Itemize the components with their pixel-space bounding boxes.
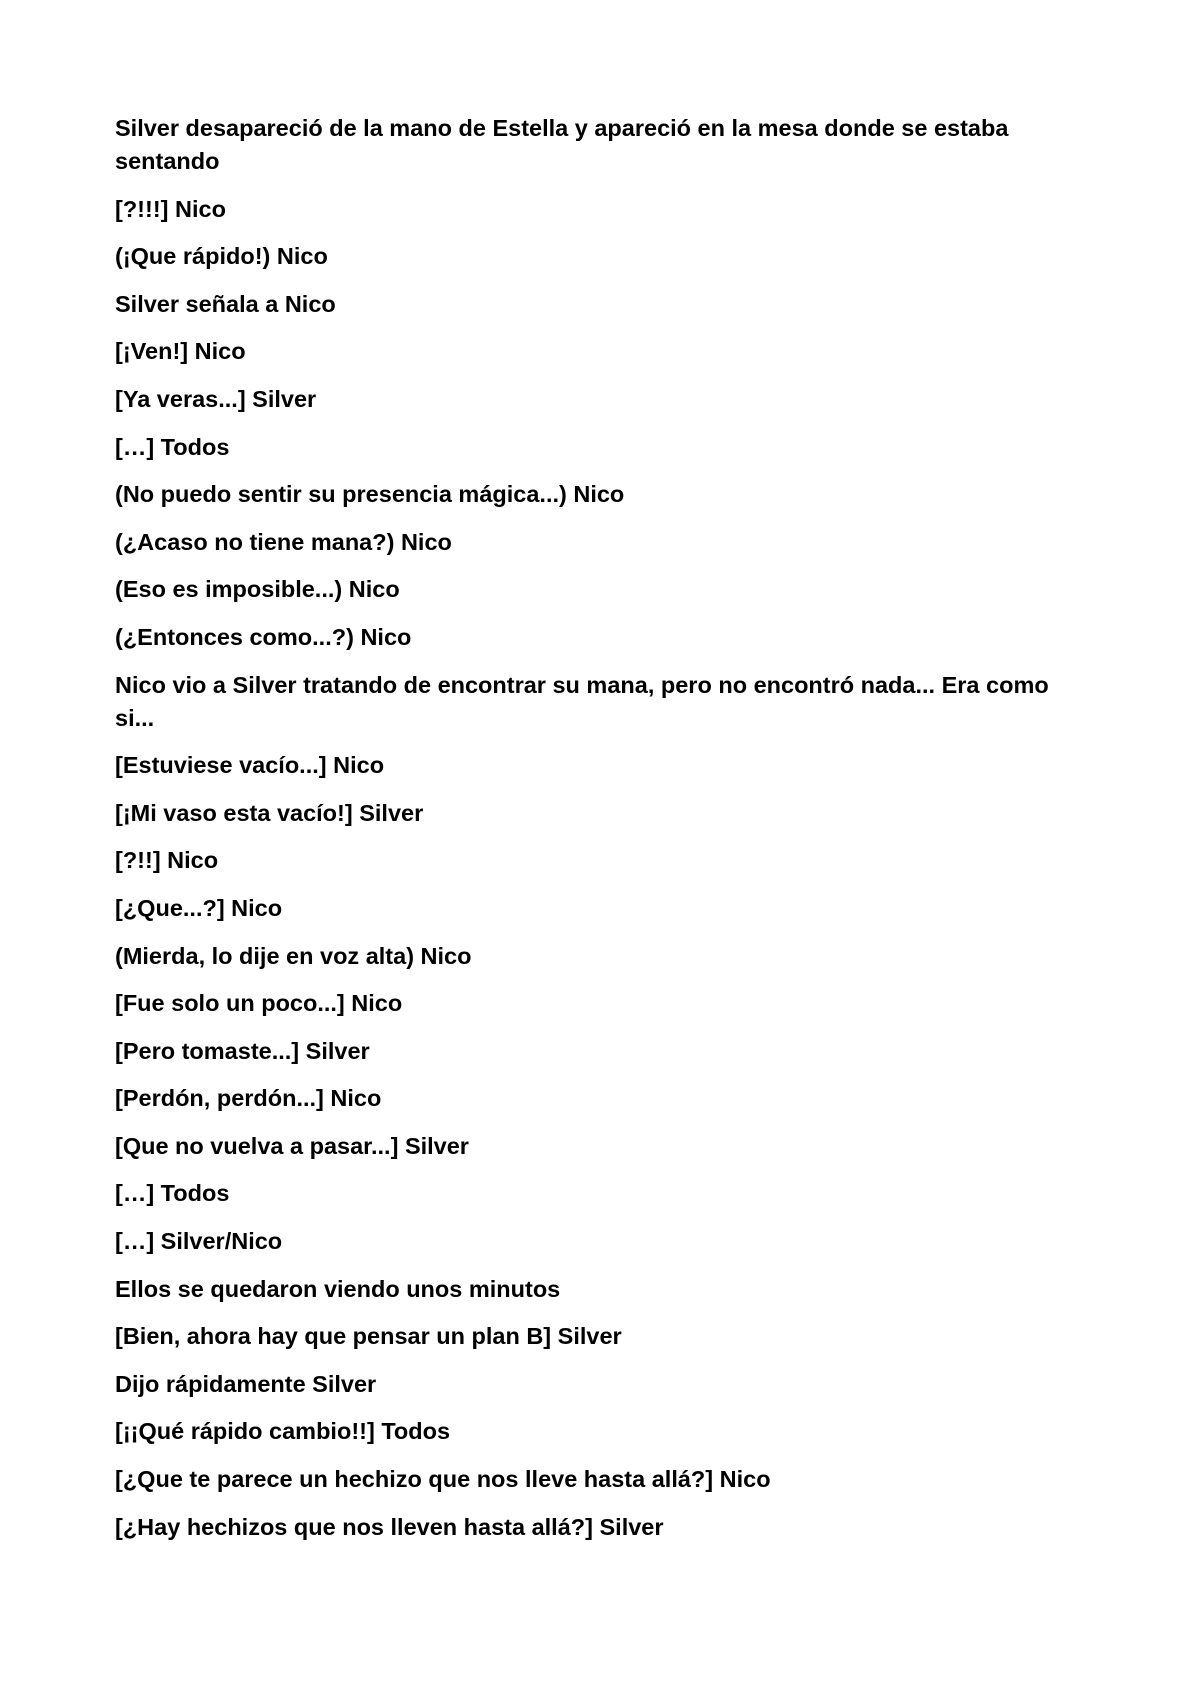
paragraph: (¿Acaso no tiene mana?) Nico [115,528,452,555]
paragraph: [?!!] Nico [115,847,219,874]
document-body [115,112,1080,1558]
paragraph: (Mierda, lo dije en voz alta) Nico [115,942,472,969]
paragraph: […] Todos [115,1180,230,1207]
paragraph: [Perdón, perdón...] Nico [115,1085,382,1112]
paragraph: [Que no vuelva a pasar...] Silver [115,1132,469,1159]
paragraph: [¿Hay hechizos que nos lleven hasta allá?] Silver [115,1513,664,1540]
paragraph: [Ya veras...] Silver [115,385,317,412]
paragraph: Silver señala a Nico [115,290,336,317]
paragraph: (¡Que rápido!) Nico [115,243,328,270]
paragraph: [¡Mi vaso esta vacío!] Silver [115,799,424,826]
paragraph: [¿Que...?] Nico [115,894,283,921]
paragraph: [Pero tomaste...] Silver [115,1037,370,1064]
paragraph: [Estuviese vacío...] Nico [115,752,385,779]
paragraph: (Eso es imposible...) Nico [115,576,400,603]
paragraph: [¿Que te parece un hechizo que nos lleve hasta allá?] Nico [115,1466,771,1493]
paragraph: [Bien, ahora hay que pensar un plan B] Silver [115,1323,622,1350]
paragraph: […] Silver/Nico [115,1228,283,1255]
paragraph: [?!!!] Nico [115,195,226,222]
paragraph: [¡¡Qué rápido cambio!!] Todos [115,1418,451,1445]
paragraph: [¡Ven!] Nico [115,338,246,365]
paragraph: Silver desapareció de la mano de Estella y apareció en la mesa donde se estaba sentando [115,115,1009,174]
paragraph: (¿Entonces como...?) Nico [115,623,412,650]
paragraph: (No puedo sentir su presencia mágica...) Nico [115,481,625,508]
paragraph: Dijo rápidamente Silver [115,1370,377,1397]
paragraph: [Fue solo un poco...] Nico [115,990,403,1017]
paragraph: […] Todos [115,433,230,460]
paragraph: Nico vio a Silver tratando de encontrar su mana, pero no encontró nada... Era como si... [115,671,1049,731]
paragraph: Ellos se quedaron viendo unos minutos [115,1275,561,1302]
